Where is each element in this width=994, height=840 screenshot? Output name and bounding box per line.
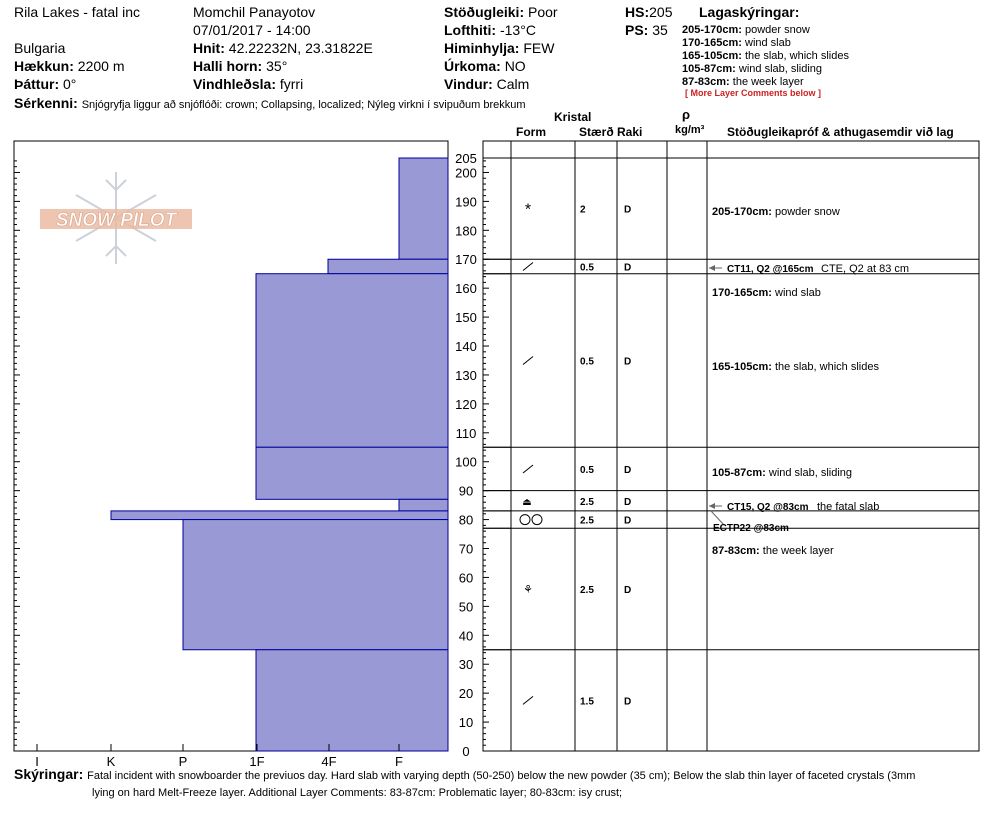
depth-label: 30 xyxy=(458,657,474,673)
layer-comment xyxy=(712,206,840,218)
layer-comment-range: 165-105cm: xyxy=(712,361,775,373)
footer-label: Skýringar: xyxy=(14,766,84,782)
depth-label: 200 xyxy=(455,165,477,181)
layer-comment-text: powder snow xyxy=(775,206,840,218)
test-comment: CTE, Q2 at 83 cm xyxy=(821,263,910,275)
depth-label: 150 xyxy=(455,310,477,326)
features-label: Sérkenni: xyxy=(14,95,78,111)
grain-form-symbol: * xyxy=(524,201,532,219)
grain-moisture: D xyxy=(624,515,632,527)
logo-text: SNOW PILOT xyxy=(55,210,177,231)
hardness-label: 4F xyxy=(321,754,337,769)
crystal-table-frame xyxy=(483,141,979,751)
form-header: Form xyxy=(516,125,546,139)
hs-value: 205 xyxy=(649,4,673,20)
depth-label: 130 xyxy=(455,367,477,383)
grain-moisture: D xyxy=(624,585,632,597)
observation-datetime: 07/01/2017 - 14:00 xyxy=(193,22,311,38)
density-rho-header: ρ xyxy=(682,107,691,122)
depth-label: 70 xyxy=(458,541,474,557)
grain-moisture: D xyxy=(624,464,632,476)
grain-size: 2.5 xyxy=(580,496,594,508)
test-result: CT15, Q2 @83cm xyxy=(727,502,809,513)
depth-axis-labels xyxy=(455,151,477,759)
layer-legend-text: the week layer xyxy=(732,76,804,88)
grain-form-symbol xyxy=(523,696,533,704)
layer-legend-range: 205-170cm: xyxy=(682,24,742,36)
air-temp-value: -13°C xyxy=(499,22,536,38)
density-unit-header: kg/m³ xyxy=(675,124,705,136)
crystal-table-columns xyxy=(511,141,707,751)
size-header: Stærð xyxy=(579,125,614,139)
depth-label: 10 xyxy=(458,715,474,731)
depth-label: 20 xyxy=(458,686,474,702)
hardness-bar xyxy=(328,259,448,273)
hardness-label: I xyxy=(35,754,39,769)
layer-legend-range: 170-165cm: xyxy=(682,37,742,49)
depth-label: 180 xyxy=(455,223,477,239)
layer-comment xyxy=(712,287,821,299)
grain-form-symbol xyxy=(532,515,542,525)
depth-label: 0 xyxy=(462,744,470,759)
layer-comment-text: the week layer xyxy=(762,545,834,557)
slope-value: 35° xyxy=(266,58,288,74)
footer-text-2: lying on hard Melt-Freeze layer. Additional Layer Comments: 83-87cm: Problematic layer; 80-83cm: isy crust; xyxy=(92,787,623,799)
grain-rows xyxy=(483,158,979,751)
grain-form-symbol: ⚘ xyxy=(523,584,533,597)
test-comment: the fatal slab xyxy=(817,501,880,513)
precip-label: Úrkoma: xyxy=(444,58,501,74)
grain-size: 2.5 xyxy=(580,515,594,527)
features-value: Snjógryfja liggur að snjóflóði: crown; Collapsing, localized; Nýleg virkni í svipuðum brekkum xyxy=(81,99,526,111)
coords-label: Hnit: xyxy=(193,40,225,56)
grain-moisture: D xyxy=(624,356,632,368)
aspect-label: Þáttur: xyxy=(14,76,60,92)
hardness-label: F xyxy=(395,754,403,769)
layer-comment-range: 205-170cm: xyxy=(712,206,775,218)
moisture-header: Raki xyxy=(617,125,643,139)
wind-label: Vindur: xyxy=(444,76,493,92)
grain-size: 1.5 xyxy=(580,696,594,708)
slope-label: Halli horn: xyxy=(193,58,263,74)
depth-label: 50 xyxy=(458,599,474,615)
hardness-bar xyxy=(183,520,448,650)
hardness-label: 1F xyxy=(249,754,265,769)
grain-size: 2.5 xyxy=(580,585,594,597)
footer-line-1 xyxy=(14,766,915,782)
stability-tests xyxy=(709,263,909,534)
layer-legend-text: the slab, which slides xyxy=(745,50,849,62)
test-result: CT11, Q2 @165cm xyxy=(727,264,814,275)
grain-form-symbol: ⏏ xyxy=(522,496,532,508)
depth-label: 205 xyxy=(455,151,477,166)
wind-load-label: Vindhleðsla: xyxy=(193,76,276,92)
depth-label: 40 xyxy=(458,628,474,644)
layer-legend-text: wind slab xyxy=(745,37,791,49)
hardness-bar xyxy=(256,650,448,751)
depth-label: 140 xyxy=(455,339,477,355)
sky-label: Himinhylja: xyxy=(444,40,520,56)
test-arrow-head xyxy=(709,265,715,271)
hardness-label: K xyxy=(106,754,116,769)
grain-form-symbol xyxy=(520,515,530,525)
grain-form-symbol xyxy=(523,465,533,473)
depth-label: 120 xyxy=(455,396,477,412)
grain-form-symbol xyxy=(523,356,533,364)
stability-value: Poor xyxy=(528,4,558,20)
layer-legend-range: 87-83cm: xyxy=(682,76,730,88)
depth-label: 90 xyxy=(458,483,474,499)
depth-label: 80 xyxy=(458,512,474,528)
grain-size: 2 xyxy=(580,204,586,216)
hardness-bar xyxy=(399,158,448,259)
precip-value: NO xyxy=(504,58,526,74)
grain-size: 0.5 xyxy=(580,356,594,368)
coords-value: 42.22232N, 23.31822E xyxy=(228,40,373,56)
wind-load-value: fyrri xyxy=(279,76,304,92)
location-name: Rila Lakes - fatal inc xyxy=(14,4,141,20)
layer-comment-text: wind slab, sliding xyxy=(768,467,853,479)
hardness-label: P xyxy=(178,754,188,769)
layer-comment-range: 170-165cm: xyxy=(712,287,775,299)
kristal-header: Kristal xyxy=(554,110,592,124)
grain-moisture: D xyxy=(624,204,632,216)
layer-legend-range: 165-105cm: xyxy=(682,50,742,62)
layer-comment-text: wind slab xyxy=(775,287,821,299)
depth-label: 60 xyxy=(458,570,474,586)
hardness-bar xyxy=(256,447,448,499)
right-depth-ticks xyxy=(483,161,489,751)
layer-comment xyxy=(712,361,879,373)
depth-label: 110 xyxy=(455,425,477,441)
test-result: ECTP22 @83cm xyxy=(713,523,789,534)
hardness-bar xyxy=(256,274,448,448)
layer-legend-text: wind slab, sliding xyxy=(738,63,823,75)
elevation-label: Hækkun: xyxy=(14,58,74,74)
depth-label: 160 xyxy=(455,281,477,297)
wind-value: Calm xyxy=(496,76,530,92)
footer-text-1: Fatal incident with snowboarder the previuos day. Hard slab with varying depth (50-250) below the new powder (35 cm); Below the slab thin layer of faceted crystals (3mm xyxy=(87,770,916,782)
layer-comment-range: 87-83cm: xyxy=(712,545,763,557)
depth-label: 100 xyxy=(455,454,477,470)
country: Bulgaria xyxy=(14,40,66,56)
hardness-bar xyxy=(111,511,448,520)
layer-comment xyxy=(712,545,834,557)
tests-header: Stöðugleikapróf & athugasemdir við lag xyxy=(727,125,954,139)
grain-size: 0.5 xyxy=(580,464,594,476)
sky-value: FEW xyxy=(523,40,555,56)
test-arrow-head xyxy=(709,503,715,509)
grain-form-symbol xyxy=(523,262,533,270)
layer-legend-title: Lagaskýringar: xyxy=(699,4,800,20)
stability-label: Stöðugleiki: xyxy=(444,4,525,20)
grain-moisture: D xyxy=(624,262,632,274)
ps-value: 35 xyxy=(652,22,668,38)
depth-label: 170 xyxy=(455,252,477,268)
layer-legend-range: 105-87cm: xyxy=(682,63,736,75)
depth-label: 190 xyxy=(455,194,477,210)
layer-comment-text: the slab, which slides xyxy=(775,361,879,373)
hardness-bar xyxy=(399,499,448,511)
grain-moisture: D xyxy=(624,696,632,708)
aspect-value: 0° xyxy=(63,76,77,92)
layer-comment-range: 105-87cm: xyxy=(712,467,769,479)
layer-comment xyxy=(712,467,852,479)
elevation-value: 2200 m xyxy=(77,58,125,74)
hs-label: HS: xyxy=(625,4,650,20)
air-temp-label: Lofthiti: xyxy=(444,22,497,38)
layer-legend-text: powder snow xyxy=(745,24,810,36)
grain-moisture: D xyxy=(624,496,632,508)
more-layer-comments-link[interactable]: [ More Layer Comments below ] xyxy=(685,88,822,98)
grain-size: 0.5 xyxy=(580,262,594,274)
ps-label: PS: xyxy=(625,22,649,38)
observer-name: Momchil Panayotov xyxy=(193,4,316,20)
